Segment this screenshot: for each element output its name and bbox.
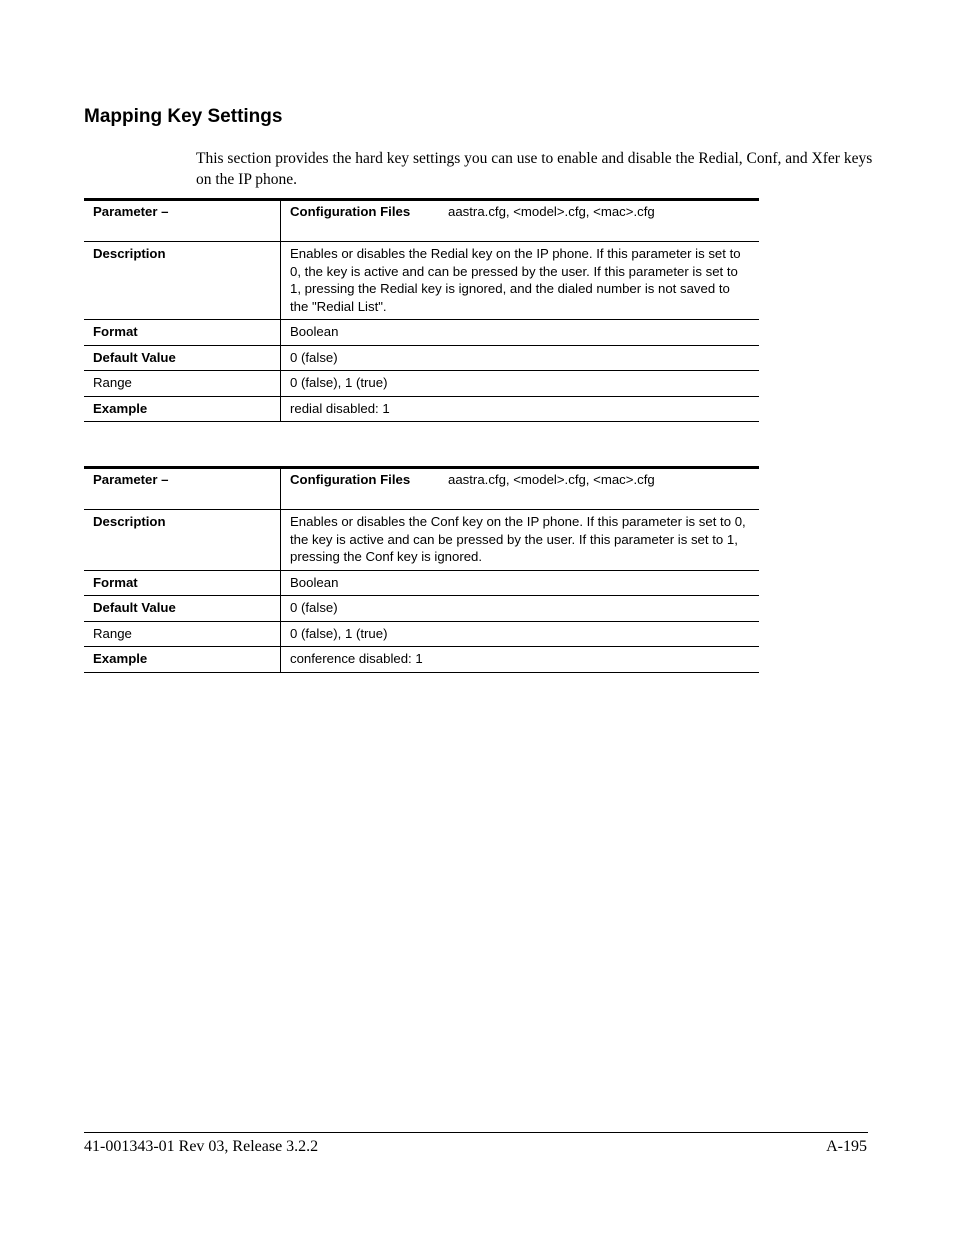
parameter-label: Parameter – xyxy=(84,468,281,510)
example-label: Example xyxy=(84,647,281,673)
table-header-row xyxy=(84,468,759,510)
footer-page-number: A-195 xyxy=(826,1138,867,1155)
table-row xyxy=(84,596,759,622)
range-label: Range xyxy=(84,371,281,397)
range-value: 0 (false), 1 (true) xyxy=(281,621,760,647)
table-row xyxy=(84,396,759,422)
config-files-label: Configuration Files xyxy=(290,204,411,219)
description-label: Description xyxy=(84,510,281,571)
example-value: redial disabled: 1 xyxy=(281,396,760,422)
format-label: Format xyxy=(84,570,281,596)
example-label: Example xyxy=(84,396,281,422)
format-value: Boolean xyxy=(281,570,760,596)
table-row xyxy=(84,371,759,397)
description-value: Enables or disables the Conf key on the IP phone. If this parameter is set to 0, the key is active and can be pressed by the user. If this parameter is set to 1, pressing the Conf key is ignored. xyxy=(281,510,760,571)
default-value: 0 (false) xyxy=(281,596,760,622)
range-value: 0 (false), 1 (true) xyxy=(281,371,760,397)
config-files-value: aastra.cfg, <model>.cfg, <mac>.cfg xyxy=(448,204,655,219)
default-value-label: Default Value xyxy=(84,345,281,371)
default-value-label: Default Value xyxy=(84,596,281,622)
parameter-table-redial xyxy=(84,198,759,422)
table-header-row xyxy=(84,200,759,242)
description-value: Enables or disables the Redial key on the IP phone. If this parameter is set to 0, the key is active and can be pressed by the user. If this parameter is set to 1, pressing the Redial key is ignored, and the dialed number is not saved to the "Redial List". xyxy=(281,242,760,320)
range-label: Range xyxy=(84,621,281,647)
default-value: 0 (false) xyxy=(281,345,760,371)
format-value: Boolean xyxy=(281,320,760,346)
section-heading: Mapping Key Settings xyxy=(84,106,283,127)
table-row xyxy=(84,320,759,346)
example-value: conference disabled: 1 xyxy=(281,647,760,673)
table-row xyxy=(84,621,759,647)
footer-divider xyxy=(84,1132,868,1133)
parameter-label: Parameter – xyxy=(84,200,281,242)
intro-paragraph: This section provides the hard key settings you can use to enable and disable the Redial, Conf, and Xfer keys on the IP phone. xyxy=(196,150,873,188)
table-row xyxy=(84,345,759,371)
table-row xyxy=(84,570,759,596)
config-files-label: Configuration Files xyxy=(290,472,411,487)
table-row xyxy=(84,647,759,673)
table-row xyxy=(84,242,759,320)
config-files-value: aastra.cfg, <model>.cfg, <mac>.cfg xyxy=(448,472,655,487)
config-files-cell xyxy=(281,200,760,242)
description-label: Description xyxy=(84,242,281,320)
format-label: Format xyxy=(84,320,281,346)
parameter-table-conf xyxy=(84,466,759,673)
config-files-cell xyxy=(281,468,760,510)
table-row xyxy=(84,510,759,571)
footer-document-id: 41-001343-01 Rev 03, Release 3.2.2 xyxy=(84,1138,319,1155)
